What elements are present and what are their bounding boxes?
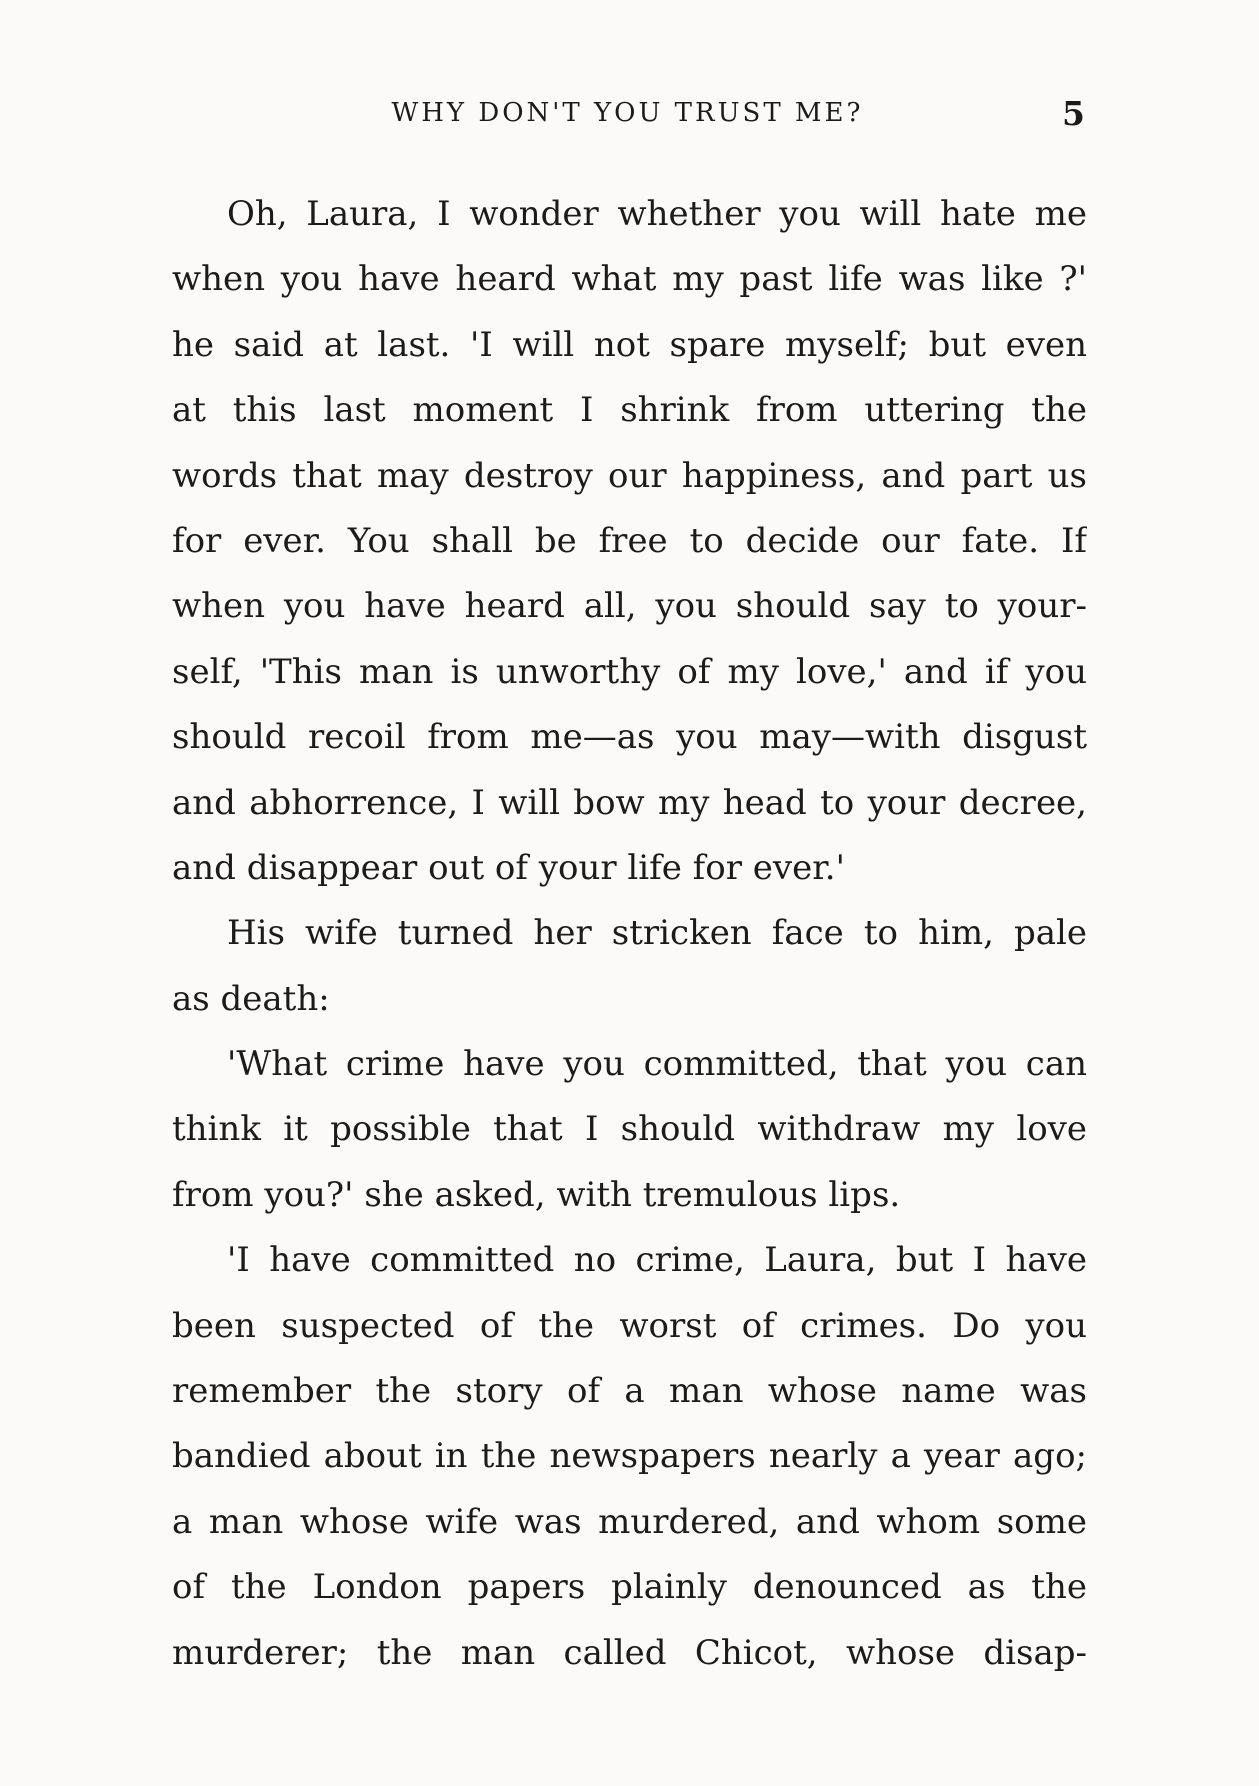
text-line: when you have heard what my past life was like ?' bbox=[172, 259, 1087, 300]
text-line: 'I have committed no crime, Laura, but I have bbox=[227, 1240, 1087, 1281]
text-line: self, 'This man is unworthy of my love,' and if you bbox=[172, 651, 1087, 692]
text-line: of the London papers plainly denounced as the bbox=[172, 1567, 1087, 1608]
text-line: words that may destroy our happiness, and part us bbox=[172, 455, 1087, 496]
text-line: His wife turned her stricken face to him, pale bbox=[227, 913, 1087, 954]
text-line: and disappear out of your life for ever.' bbox=[172, 847, 845, 888]
text-line: he said at last. 'I will not spare myself; but even bbox=[172, 324, 1087, 365]
text-line: for ever. You shall be free to decide our fate. If bbox=[172, 520, 1087, 561]
body-text bbox=[172, 182, 1087, 1686]
text-line: murderer; the man called Chicot, whose disap- bbox=[172, 1632, 1087, 1673]
text-line: 'What crime have you committed, that you can bbox=[227, 1044, 1087, 1085]
text-line: and abhorrence, I will bow my head to your decree, bbox=[172, 782, 1087, 823]
text-line: remember the story of a man whose name was bbox=[172, 1371, 1087, 1412]
text-line: Oh, Laura, I wonder whether you will hate me bbox=[227, 194, 1087, 234]
text-line: think it possible that I should withdraw my love bbox=[172, 1109, 1087, 1150]
text-line: been suspected of the worst of crimes. Do you bbox=[172, 1305, 1087, 1346]
text-line: should recoil from me—as you may—with disgust bbox=[172, 717, 1087, 758]
text-line: when you have heard all, you should say to your- bbox=[172, 586, 1087, 627]
text-line: from you?' she asked, with tremulous lips. bbox=[172, 1174, 901, 1215]
text-line: at this last moment I shrink from uttering the bbox=[172, 390, 1087, 431]
text-line: bandied about in the newspapers nearly a year ago; bbox=[172, 1436, 1087, 1477]
text-line: as death: bbox=[172, 978, 330, 1019]
text-line: a man whose wife was murdered, and whom some bbox=[172, 1501, 1087, 1542]
page-number: 5 bbox=[1062, 94, 1085, 133]
running-title: WHY DON'T YOU TRUST ME? bbox=[391, 98, 864, 128]
page-header bbox=[170, 94, 1085, 148]
